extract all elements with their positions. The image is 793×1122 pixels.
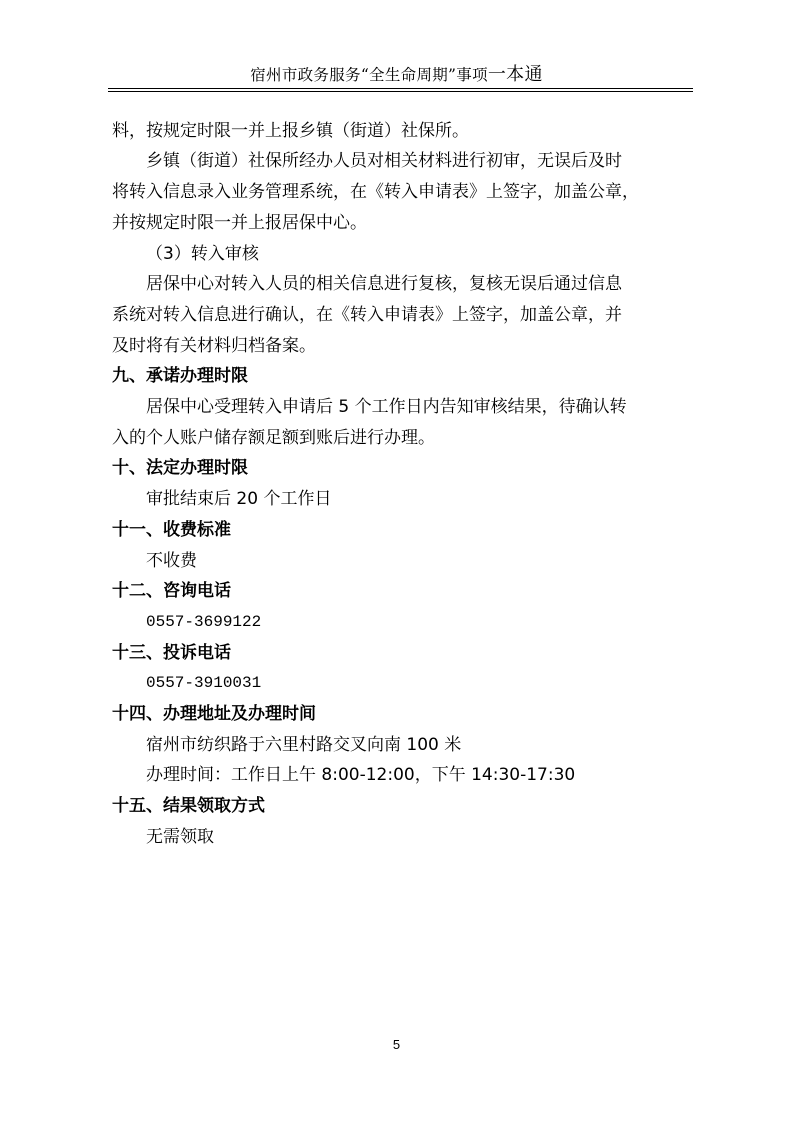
consult-phone: 0557-3699122: [146, 613, 262, 631]
complaint-phone: 0557-3910031: [146, 674, 262, 692]
office-address: 宿州市纺织路于六里村路交叉向南 100 米: [146, 735, 462, 755]
header-rule-bottom: [108, 91, 693, 92]
body-line: 审批结束后 20 个工作日: [146, 489, 332, 509]
body-line: 乡镇（街道）社保所经办人员对相关材料进行初审，无误后及时: [146, 151, 622, 171]
subsection-heading: （3）转入审核: [146, 244, 259, 264]
section-heading: 九、承诺办理时限: [112, 366, 248, 386]
body-line: 入的个人账户储存额足额到账后进行办理。: [112, 428, 435, 448]
section-heading: 十五、结果领取方式: [112, 796, 265, 816]
body-line: 及时将有关材料归档备案。: [112, 336, 316, 356]
section-heading: 十四、办理地址及办理时间: [112, 704, 316, 724]
section-heading: 十一、收费标准: [112, 520, 231, 540]
body-line: 将转入信息录入业务管理系统，在《转入申请表》上签字，加盖公章，: [112, 182, 639, 202]
page-number: 5: [392, 1037, 401, 1052]
body-line: 并按规定时限一并上报居保中心。: [112, 213, 367, 233]
body-line: 不收费: [146, 551, 197, 571]
body-line: 系统对转入信息进行确认，在《转入申请表》上签字，加盖公章，并: [112, 305, 622, 325]
header-rule-top: [108, 88, 693, 89]
section-heading: 十二、咨询电话: [112, 581, 231, 601]
body-line: 无需领取: [146, 827, 214, 847]
office-hours: 办理时间：工作日上午 8:00-12:00，下午 14:30-17:30: [146, 765, 576, 785]
body-line: 料，按规定时限一并上报乡镇（街道）社保所。: [112, 121, 469, 141]
header-title: 宿州市政务服务“全生命周期”事项: [250, 66, 488, 84]
section-heading: 十、法定办理时限: [112, 458, 248, 478]
header-title-suffix: 一本通: [487, 64, 543, 85]
body-line: 居保中心受理转入申请后 5 个工作日内告知审核结果，待确认转: [146, 397, 627, 417]
body-line: 居保中心对转入人员的相关信息进行复核，复核无误后通过信息: [146, 274, 622, 294]
section-heading: 十三、投诉电话: [112, 643, 231, 663]
page-header: [0, 60, 793, 86]
